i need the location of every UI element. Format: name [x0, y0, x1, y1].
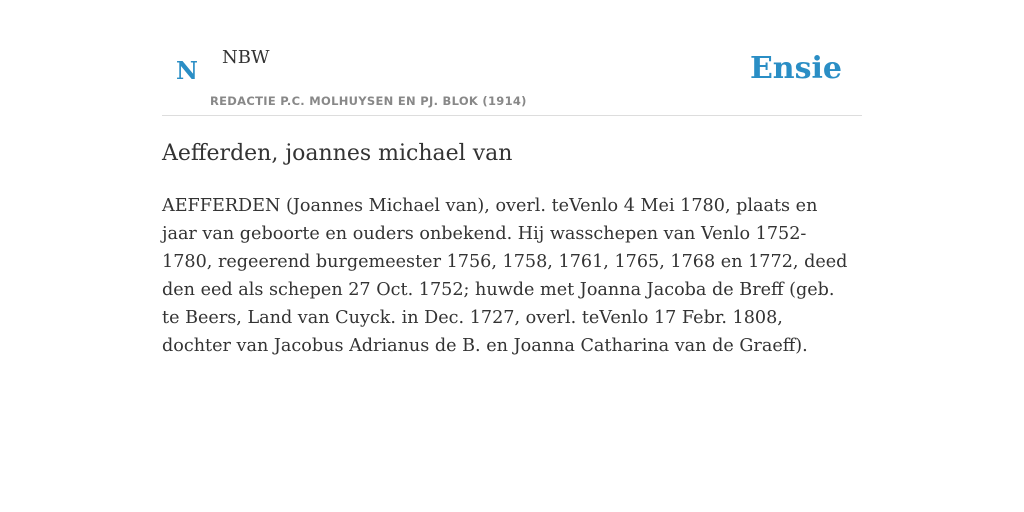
brand-logo-link[interactable]: Ensie [749, 51, 842, 86]
source-name[interactable]: NBW [222, 47, 270, 68]
article-title: Aefferden, joannes michael van [162, 141, 513, 166]
source-editors: REDACTIE P.C. MOLHUYSEN EN PJ. BLOK (1914) [210, 94, 527, 108]
source-header [162, 0, 862, 116]
page-container [162, 0, 862, 356]
source-logo[interactable]: N [176, 56, 198, 85]
article-body: AEFFERDEN (Joannes Michael van), overl. teVenlo 4 Mei 1780, plaats en jaar van geboorte en ouders onbekend. Hij wasschepen van Venlo 1752-1780, regeerend burgemeester 1756, 1758, 1761, 1765, 1768 en 1772, deed den eed als schepen 27 Oct. 1752; huwde met Joanna Jacoba de Breff (geb. te Beers, Land van Cuyck. in Dec. 1727, overl. teVenlo 17 Febr. 1808, dochter van Jacobus Adrianus de B. en Joanna Catharina van de Graeff). [162, 196, 848, 356]
